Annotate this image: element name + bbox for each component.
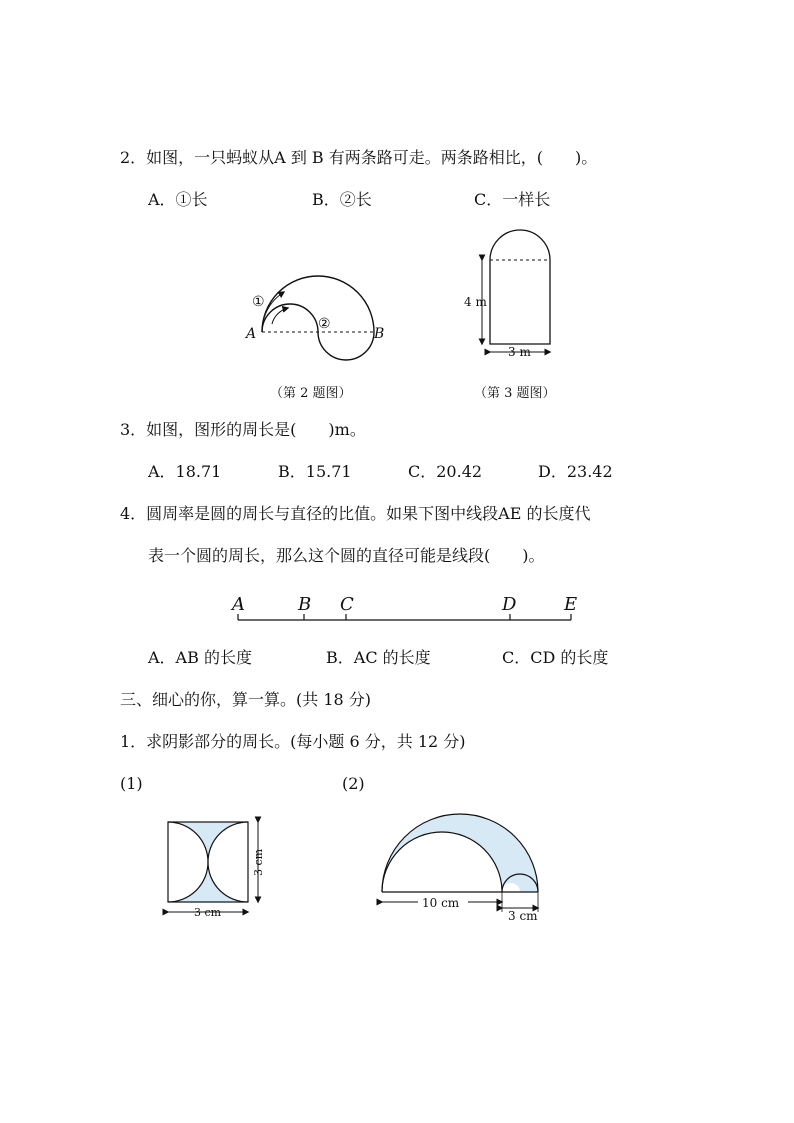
- fig2-shaded-region: [382, 814, 538, 892]
- q3-stem: 3．如图，图形的周长是( )m。: [120, 420, 366, 439]
- q4-point-a: A: [232, 594, 245, 615]
- fig1-width-label: 3 cm: [194, 906, 222, 919]
- q4-option-b[interactable]: B．AC 的长度: [326, 648, 431, 667]
- q2-label-path2: ②: [318, 316, 331, 332]
- q2-option-b[interactable]: B．②长: [312, 190, 372, 209]
- q4-point-e: E: [564, 594, 578, 615]
- q3-option-a[interactable]: A．18.71: [148, 462, 222, 481]
- q4-segment-figure: [228, 590, 588, 630]
- section3-title: 三、细心的你，算一算。(共 18 分): [120, 690, 372, 709]
- section3-sub2-label: (2): [342, 774, 365, 793]
- q2-option-a[interactable]: A．①长: [148, 190, 208, 209]
- q2-stem: 2．如图，一只蚂蚁从A 到 B 有两条路可走。两条路相比，( )。: [120, 148, 598, 167]
- fig2-semicircle-figure: [372, 808, 552, 926]
- q4-point-c: C: [340, 594, 354, 615]
- section3-sub1-label: (1): [120, 774, 143, 793]
- q4-point-d: D: [502, 594, 517, 615]
- q2-arrow-inner: [272, 308, 288, 324]
- q3-option-c[interactable]: C．20.42: [408, 462, 483, 481]
- q2-label-path1: ①: [252, 294, 265, 310]
- q2-caption: （第 2 题图）: [270, 386, 352, 401]
- q2-figure: [240, 270, 400, 350]
- q2-option-c[interactable]: C．一样长: [474, 190, 551, 209]
- fig2-small-label: 3 cm: [508, 909, 538, 923]
- fig1-square-figure: [160, 818, 280, 928]
- q3-caption: （第 3 题图）: [474, 386, 556, 401]
- q4-stem-line1: 4．圆周率是圆的周长与直径的比值。如果下图中线段AE 的长度代: [120, 504, 591, 523]
- q3-option-d[interactable]: D．23.42: [538, 462, 613, 481]
- fig2-large-label: 10 cm: [422, 896, 460, 910]
- q4-point-b: B: [298, 594, 312, 615]
- fig1-height-label: 3 cm: [252, 848, 265, 876]
- q3-width-label: 3 m: [508, 345, 531, 359]
- q3-option-b[interactable]: B．15.71: [278, 462, 352, 481]
- q3-height-label: 4 m: [464, 295, 487, 309]
- q4-stem-line2: 表一个圆的周长，那么这个圆的直径可能是线段( )。: [148, 546, 545, 565]
- q3-figure: [460, 228, 570, 363]
- section3-q1: 1．求阴影部分的周长。(每小题 6 分，共 12 分): [120, 732, 466, 751]
- q3-shape-outline: [490, 230, 550, 344]
- q4-option-c[interactable]: C．CD 的长度: [502, 648, 609, 667]
- q4-option-a[interactable]: A．AB 的长度: [148, 648, 252, 667]
- q2-label-a: A: [246, 326, 257, 342]
- q2-label-b: B: [374, 326, 385, 342]
